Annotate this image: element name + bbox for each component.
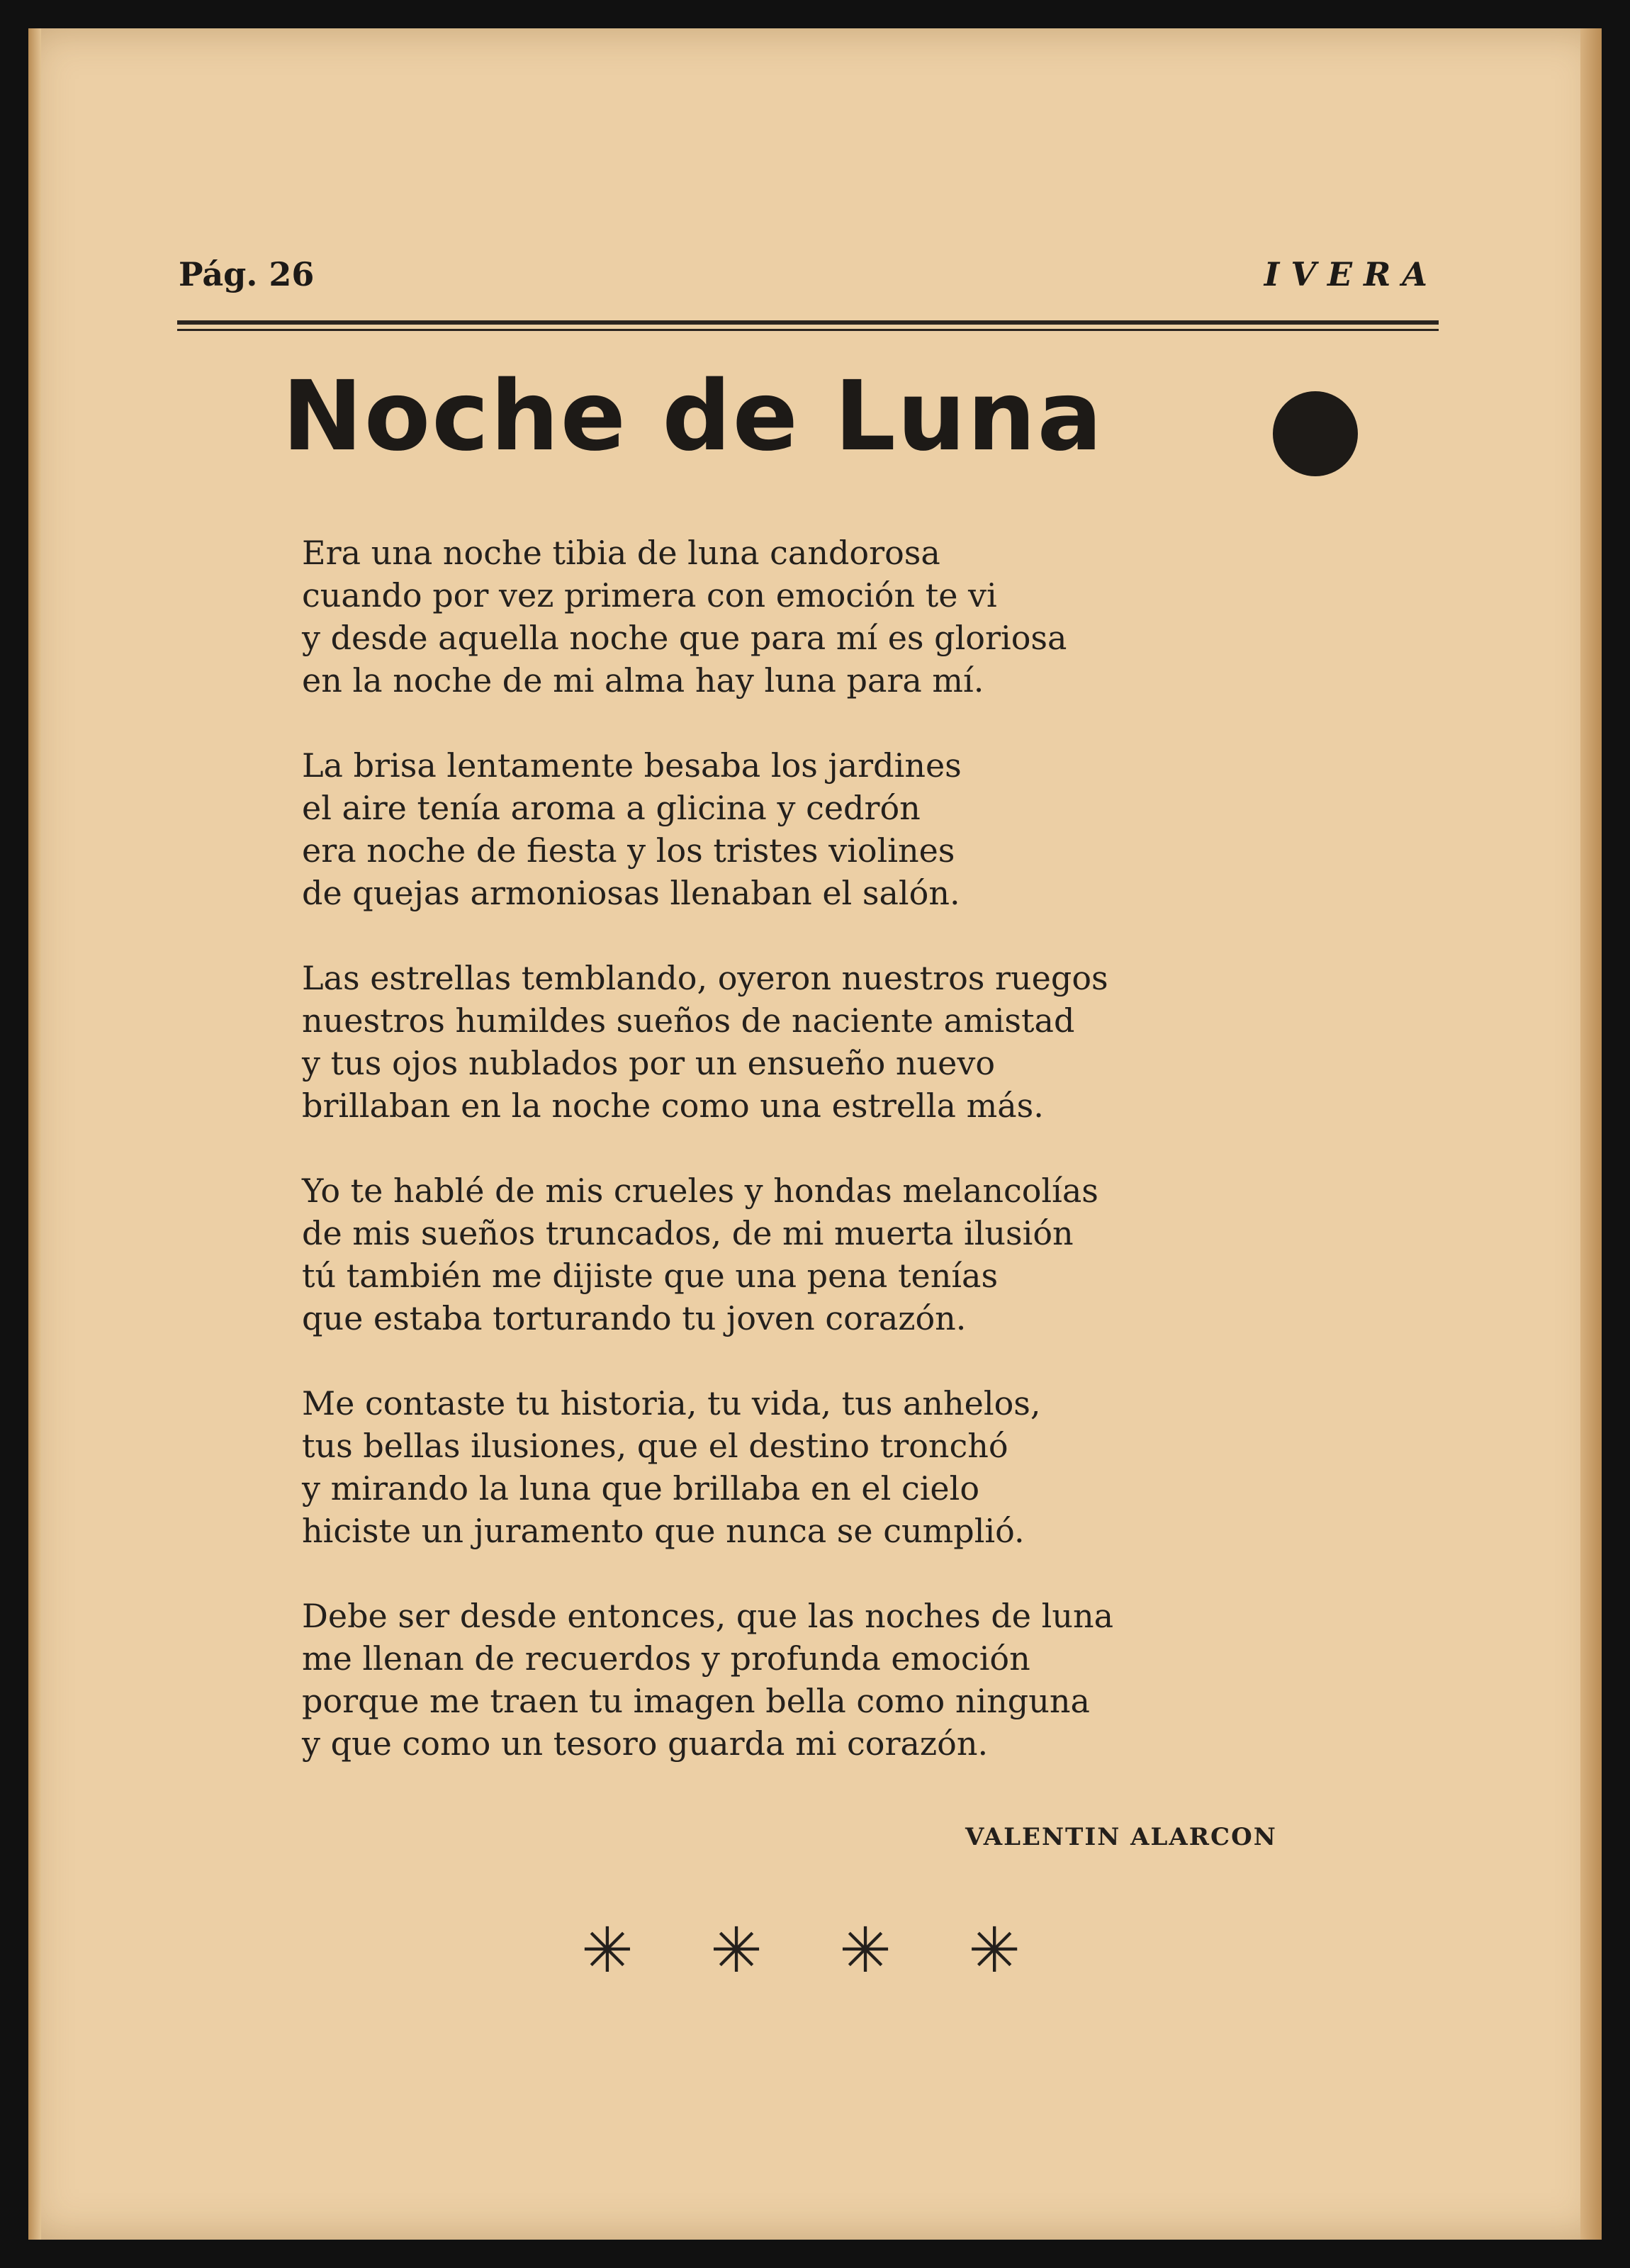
asterisk-ornament <box>581 1914 1021 1987</box>
poem-line: Yo te hablé de mis crueles y hondas melancolías <box>302 1172 1098 1210</box>
stanza <box>302 532 1294 702</box>
header-rule-thin <box>177 329 1439 331</box>
poem-line: me llenan de recuerdos y profunda emoción <box>302 1639 1030 1678</box>
poem-line: y desde aquella noche que para mí es gloriosa <box>302 619 1067 657</box>
poem-line: de quejas armoniosas llenaban el salón. <box>302 874 960 912</box>
poem-line: y tus ojos nublados por un ensueño nuevo <box>302 1044 996 1082</box>
poem-line: cuando por vez primera con emoción te vi <box>302 576 997 614</box>
poem-line: porque me traen tu imagen bella como ninguna <box>302 1682 1090 1720</box>
poem-line: y que como un tesoro guarda mi corazón. <box>302 1724 989 1763</box>
stanza <box>302 744 1294 914</box>
poem-line: de mis sueños truncados, de mi muerta ilusión <box>302 1214 1074 1252</box>
asterisk-icon: ✳ <box>839 1914 892 1987</box>
poem-title: Noche de Luna <box>282 361 1104 473</box>
poem-line: Era una noche tibia de luna candorosa <box>302 534 940 572</box>
stanza <box>302 1382 1294 1552</box>
poem-line: Me contaste tu historia, tu vida, tus anhelos, <box>302 1384 1041 1422</box>
poem-line: que estaba torturando tu joven corazón. <box>302 1299 967 1337</box>
poem-line: era noche de fiesta y los tristes violines <box>302 831 955 870</box>
title-dot-ornament <box>1273 391 1358 476</box>
stanza <box>302 957 1294 1127</box>
poem-line: tus bellas ilusiones, que el destino tronchó <box>302 1427 1008 1465</box>
poem-line: Las estrellas temblando, oyeron nuestros ruegos <box>302 959 1108 997</box>
page-number: Pág. 26 <box>179 255 315 293</box>
page-header <box>149 255 1439 305</box>
asterisk-icon: ✳ <box>581 1914 634 1987</box>
asterisk-icon: ✳ <box>710 1914 763 1987</box>
poem-line: y mirando la luna que brillaba en el cielo <box>302 1469 980 1508</box>
header-rule-thick <box>177 320 1439 325</box>
poem-line: en la noche de mi alma hay luna para mí. <box>302 661 984 700</box>
poem-body <box>302 532 1294 1807</box>
author-signature: VALENTIN ALARCON <box>965 1823 1277 1851</box>
poem-line: tú también me dijiste que una pena tenías <box>302 1257 999 1295</box>
page-binding-edge <box>28 28 41 2240</box>
stanza <box>302 1169 1294 1340</box>
page-stack-edge <box>1580 28 1602 2240</box>
asterisk-icon: ✳ <box>968 1914 1021 1987</box>
poem-line: La brisa lentamente besaba los jardines <box>302 746 962 785</box>
journal-name: IVERA <box>1264 255 1439 293</box>
stanza <box>302 1595 1294 1765</box>
poem-line: nuestros humildes sueños de naciente amistad <box>302 1001 1075 1040</box>
poem-line: hiciste un juramento que nunca se cumplió. <box>302 1512 1025 1550</box>
poem-line: Debe ser desde entonces, que las noches de luna <box>302 1597 1114 1635</box>
poem-line: el aire tenía aroma a glicina y cedrón <box>302 789 921 827</box>
poem-line: brillaban en la noche como una estrella más. <box>302 1087 1044 1125</box>
